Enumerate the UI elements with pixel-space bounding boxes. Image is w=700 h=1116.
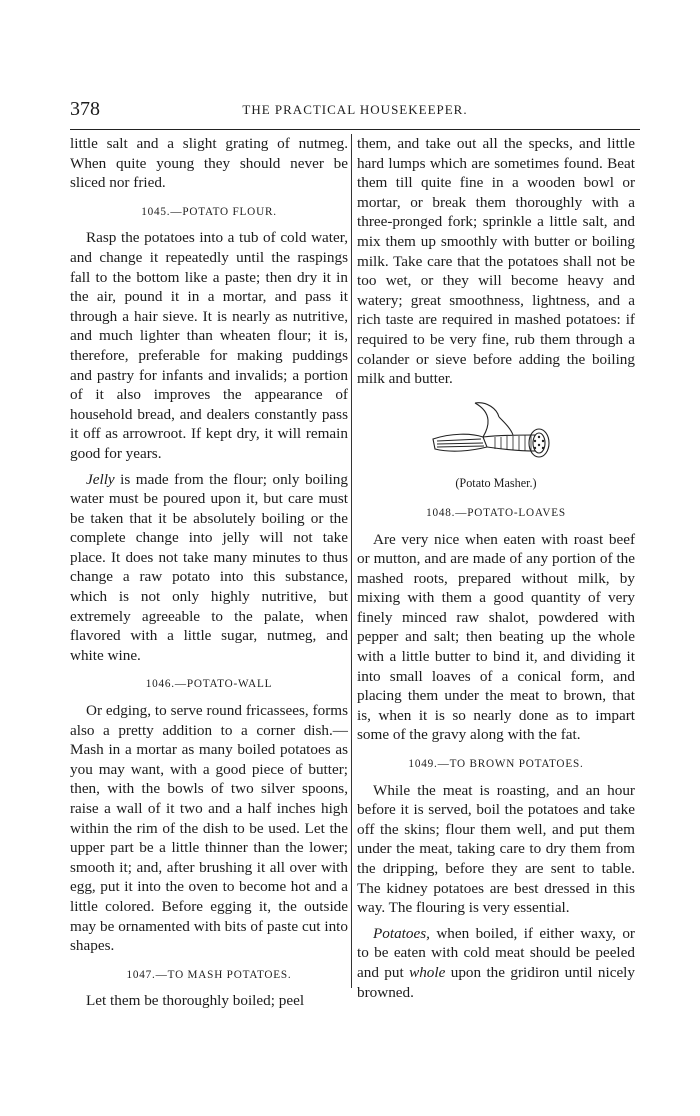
page-number: 378 <box>70 98 100 120</box>
header-rule <box>70 129 640 130</box>
potato-masher-illustration <box>357 399 635 471</box>
paragraph-1045-b <box>70 470 348 666</box>
potato-masher-icon <box>431 399 561 465</box>
right-column <box>357 134 635 1002</box>
paragraph-1045-a: Rasp the potatoes into a tub of cold water, and change it repeatedly until the raspings fall to the bottom like a paste; then dry it in the air, pound it in a mortar, and pass it through a hair sieve. It is nearly as nutritive, and much lighter than wheaten flour; it is, therefore, preferable for making puddings and pastry for infants and invalids; a portion of it also improves the appearance of household bread, and dealers constantly pass it off as arrowroot. If kept dry, it will remain good for years. <box>70 229 348 462</box>
continuation-paragraph: them, and take out all the specks, and little hard lumps which are sometimes found. Beat them till quite fine in a wooden bowl or mortar, or break them thoroughly with a three-pronged fork; sprinkle a little salt, and mix them up smoothly with butter or boiling milk. Take care that the potatoes shall not be too wet, or they will become heavy and watery; great smoothness, lightness, and a rich taste are required in mashed potatoes: if required to be very fine, rub them through a colander or sieve before adding the boiling milk and butter. <box>357 135 635 388</box>
paragraph-1049-a: While the meat is roasting, and an hour before it is served, boil the potatoes and take off the skins; flour them well, and put them under the meat, taking care to dry them from the dripping, before they are sent to table. The kidney potatoes are best dressed in this way. The flouring is very essential. <box>357 781 635 917</box>
heading-1047: 1047.—TO MASH POTATOES. <box>126 968 292 981</box>
heading-1045: 1045.—POTATO FLOUR. <box>141 205 277 218</box>
potatoes-text-end: upon the gridiron until nicely browned. <box>357 963 635 1001</box>
column-divider <box>351 134 352 988</box>
paragraph-1047: Let them be thoroughly boiled; peel <box>86 992 305 1010</box>
intro-paragraph: little salt and a slight grating of nutmeg. When quite young they should never be sliced nor fried. <box>70 135 348 192</box>
paragraph-1049-b <box>357 924 635 1002</box>
left-column <box>70 134 348 1011</box>
page-header <box>70 92 640 132</box>
heading-1048: 1048.—POTATO-LOAVES <box>426 506 566 519</box>
heading-1046: 1046.—POTATO-WALL <box>145 678 273 691</box>
potatoes-text-mid: when boiled, if either waxy, or to be eaten with cold meat should be peeled and put <box>357 924 635 981</box>
jelly-text: is made from the flour; only boiling water must be poured upon it, but care must be taken that it be absolutely boiling or the complete change into jelly will not take place. It does not take many minutes to thus change a raw potato into this substance, which is not only highly nutritive, but extremely agreeable to the palate, when flavored with a little sugar, nutmeg, and white wine. <box>70 470 348 664</box>
jelly-lead: Jelly <box>86 470 115 488</box>
potatoes-lead: Potatoes, <box>373 924 430 942</box>
paragraph-1046: Or edging, to serve round fricassees, forms also a pretty addition to a corner dish.—Mash in a mortar as many boiled potatoes as you may want, with a good piece of butter; then, with the bowls of two silver spoons, raise a wall of it two and a half inches high within the rim of the dish to be used. Let the upper part be a little thinner than the lower; smooth it; and, after brushing it all over with egg, put it into the oven to become hot and a little colored. Before egging it, the outside may be ornamented with bits of paste cut into shapes. <box>70 702 348 955</box>
running-head: THE PRACTICAL HOUSEKEEPER. <box>242 102 468 117</box>
whole-emphasis: whole <box>409 963 446 981</box>
heading-1049: 1049.—TO BROWN POTATOES. <box>408 758 584 771</box>
paragraph-1048: Are very nice when eaten with roast beef or mutton, and are made of any portion of the mashed roots, prepared without milk, by mixing with them a good quantity of very finely minced raw shalot, powdered with pepper and salt; then beating up the whole with a little butter to bind it, and dividing it into small loaves of a conical form, and placing them under the meat to brown, that is, when it is so nearly done as to impart some of the gravy along with the fat. <box>357 530 635 744</box>
figure-caption: (Potato Masher.) <box>455 476 537 491</box>
